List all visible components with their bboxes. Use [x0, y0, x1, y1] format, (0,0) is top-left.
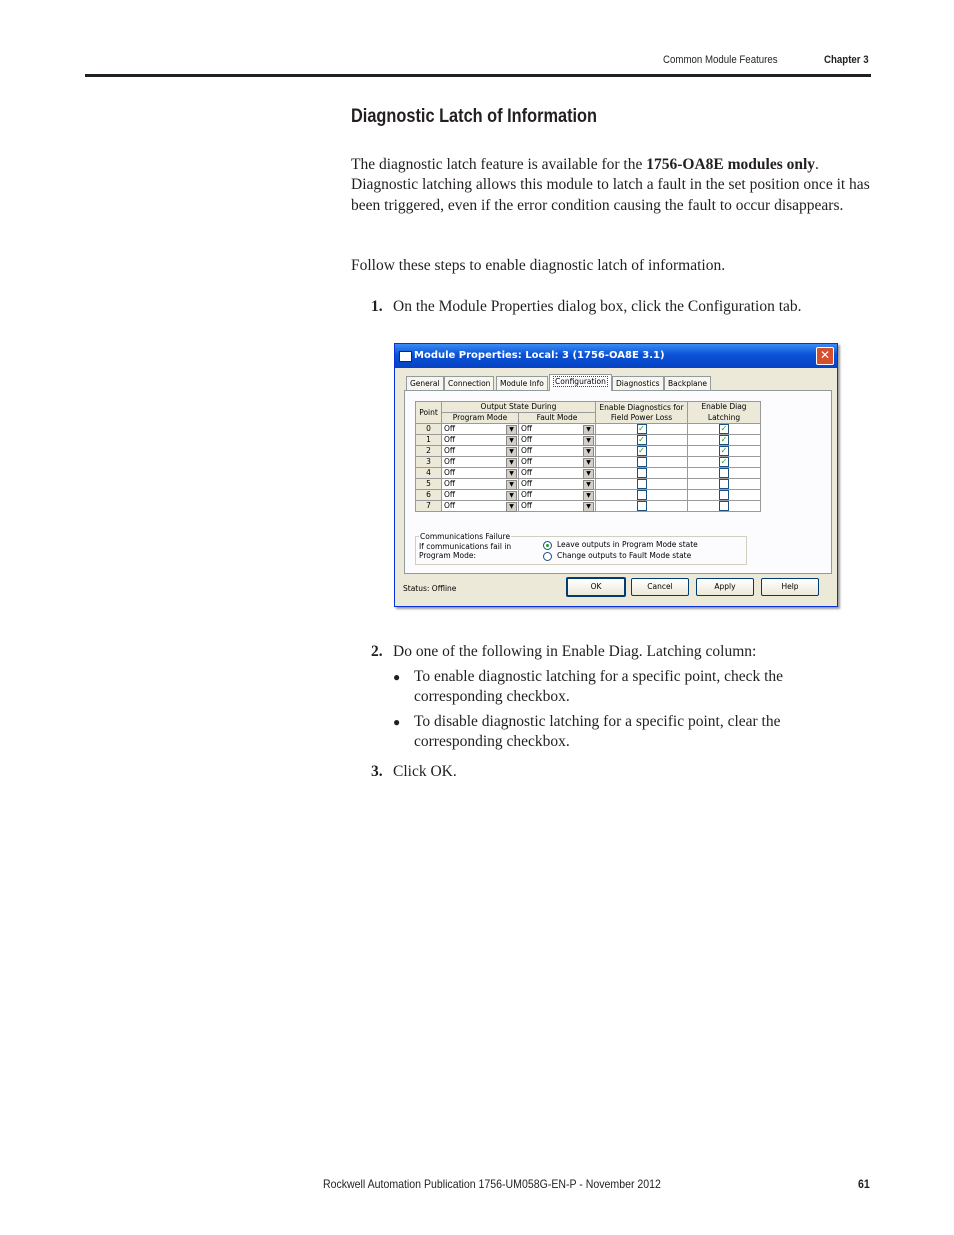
tab-configuration[interactable]: Configuration	[549, 374, 612, 391]
step-number: 1.	[371, 298, 383, 315]
status-text: Status: Offline	[403, 584, 457, 593]
diagnostics-checkbox[interactable]: ✓	[638, 446, 645, 455]
program-mode-select[interactable]: Off ▼	[442, 457, 519, 468]
point-header: Point	[416, 402, 442, 424]
output-state-header: Output State During	[442, 402, 596, 413]
diagnostics-checkbox[interactable]: ✓	[638, 424, 645, 433]
comm-text-line2: Program Mode:	[419, 551, 476, 560]
dropdown-arrow-icon[interactable]: ▼	[583, 480, 594, 490]
step-text: Click OK.	[393, 763, 457, 780]
dropdown-arrow-icon[interactable]: ▼	[506, 447, 517, 457]
dropdown-arrow-icon[interactable]: ▼	[506, 425, 517, 435]
dropdown-arrow-icon[interactable]: ▼	[583, 491, 594, 501]
ok-button[interactable]: OK	[566, 577, 626, 597]
table-row	[416, 435, 761, 446]
comm-text-line1: If communications fail in	[419, 542, 512, 551]
table-body	[416, 424, 761, 512]
point-number: 4	[416, 468, 442, 479]
bullet-text: To enable diagnostic latching for a specific point, check the corresponding checkbox.	[414, 668, 784, 706]
intro-paragraph: The diagnostic latch feature is available for the 1756-OA8E modules only. Diagnostic latching allows this module to latch a fault in the set position once it has been triggered, even if the error condition causing the fault to occur disappears.	[351, 156, 870, 214]
diagnostics-checkbox[interactable]	[637, 501, 647, 511]
help-button[interactable]: Help	[761, 578, 819, 596]
radio-selected-icon	[543, 541, 552, 550]
dropdown-arrow-icon[interactable]: ▼	[506, 469, 517, 479]
latching-checkbox[interactable]	[719, 501, 729, 511]
step-text: On the Module Properties dialog box, click the Configuration tab.	[393, 298, 802, 315]
dropdown-arrow-icon[interactable]: ▼	[583, 469, 594, 479]
running-header-chapter: Chapter 3	[824, 54, 869, 66]
dropdown-arrow-icon[interactable]: ▼	[583, 447, 594, 457]
tab-backplane[interactable]: Backplane	[664, 376, 711, 390]
follow-paragraph: Follow these steps to enable diagnostic latch of information.	[351, 257, 726, 274]
point-number: 7	[416, 501, 442, 512]
table-row	[416, 446, 761, 457]
page-number: 61	[858, 1177, 870, 1191]
bullet-text: To disable diagnostic latching for a specific point, clear the corresponding checkbox.	[414, 713, 781, 751]
dialog-title: Module Properties: Local: 3 (1756-OA8E 3.1)	[414, 350, 665, 361]
program-mode-select[interactable]: Off ▼	[442, 490, 519, 501]
dropdown-arrow-icon[interactable]: ▼	[583, 436, 594, 446]
dropdown-arrow-icon[interactable]: ▼	[506, 480, 517, 490]
dropdown-arrow-icon[interactable]: ▼	[583, 502, 594, 512]
fault-mode-select[interactable]: Off ▼	[519, 446, 596, 457]
running-header-section: Common Module Features	[663, 54, 778, 66]
table-row	[416, 490, 761, 501]
diagnostics-checkbox[interactable]	[637, 468, 647, 478]
table-row	[416, 457, 761, 468]
fault-mode-select[interactable]: Off ▼	[519, 490, 596, 501]
point-number: 5	[416, 479, 442, 490]
diagnostics-checkbox[interactable]	[637, 457, 647, 467]
footer-publication: Rockwell Automation Publication 1756-UM058G-EN-P - November 2012	[323, 1177, 661, 1191]
enable-diagnostics-header: Enable Diagnostics for Field Power Loss	[596, 402, 688, 424]
tab-general[interactable]: General	[406, 376, 444, 390]
fault-mode-select[interactable]: Off ▼	[519, 468, 596, 479]
step-text: Do one of the following in Enable Diag. Latching column:	[393, 643, 757, 660]
diagnostics-checkbox[interactable]	[637, 490, 647, 500]
fault-mode-select[interactable]: Off ▼	[519, 479, 596, 490]
intro-bold: 1756-OA8E modules only	[646, 156, 816, 173]
program-mode-header: Program Mode	[442, 413, 519, 424]
table-row	[416, 479, 761, 490]
tab-connection[interactable]: Connection	[444, 376, 494, 390]
latching-checkbox[interactable]: ✓	[720, 457, 728, 466]
comm-group-label: Communications Failure	[420, 532, 511, 541]
latching-checkbox[interactable]	[719, 468, 729, 478]
close-icon[interactable]: ✕	[816, 347, 834, 365]
point-number: 3	[416, 457, 442, 468]
dropdown-arrow-icon[interactable]: ▼	[506, 458, 517, 468]
program-mode-select[interactable]: Off ▼	[442, 479, 519, 490]
point-configuration-table	[415, 401, 761, 512]
dropdown-arrow-icon[interactable]: ▼	[506, 502, 517, 512]
latching-checkbox[interactable]: ✓	[720, 424, 728, 433]
dropdown-arrow-icon[interactable]: ▼	[583, 458, 594, 468]
program-mode-select[interactable]: Off ▼	[442, 501, 519, 512]
radio-change-outputs[interactable]: Change outputs to Fault Mode state	[543, 551, 691, 561]
radio-leave-outputs[interactable]: Leave outputs in Program Mode state	[543, 540, 698, 550]
latching-checkbox[interactable]	[719, 479, 729, 489]
dropdown-arrow-icon[interactable]: ▼	[583, 425, 594, 435]
latching-checkbox[interactable]	[719, 490, 729, 500]
tab-diagnostics[interactable]: Diagnostics	[612, 376, 664, 390]
enable-latch-header: Enable Diag	[688, 402, 761, 413]
apply-button[interactable]: Apply	[696, 578, 754, 596]
bullet-dot: ●	[393, 670, 401, 684]
module-icon	[399, 351, 412, 362]
latching-checkbox[interactable]: ✓	[720, 435, 728, 444]
program-mode-select[interactable]: Off ▼	[442, 446, 519, 457]
latching-checkbox[interactable]: ✓	[720, 446, 728, 455]
dropdown-arrow-icon[interactable]: ▼	[506, 436, 517, 446]
latching-header: Latching	[688, 413, 761, 424]
fault-mode-select[interactable]: Off ▼	[519, 424, 596, 435]
bullet-dot: ●	[393, 715, 401, 729]
section-heading: Diagnostic Latch of Information	[351, 106, 598, 127]
diagnostics-checkbox[interactable]: ✓	[638, 435, 645, 444]
cancel-button[interactable]: Cancel	[631, 578, 689, 596]
step-number: 3.	[371, 763, 383, 780]
header-rule	[85, 74, 871, 77]
tab-module-info[interactable]: Module Info	[496, 376, 548, 390]
program-mode-select[interactable]: Off ▼	[442, 435, 519, 446]
module-properties-dialog	[394, 343, 838, 607]
table-row	[416, 501, 761, 512]
point-number: 6	[416, 490, 442, 501]
communications-failure-group	[415, 532, 747, 565]
table-row	[416, 468, 761, 479]
radio-unselected-icon	[543, 552, 552, 561]
table-row	[416, 424, 761, 435]
fault-mode-select[interactable]: Off ▼	[519, 457, 596, 468]
fault-mode-select[interactable]: Off ▼	[519, 501, 596, 512]
step-number: 2.	[371, 643, 383, 660]
fault-mode-header: Fault Mode	[519, 413, 596, 424]
point-number: 2	[416, 446, 442, 457]
dialog-title-bar	[395, 344, 837, 368]
fault-mode-select[interactable]: Off ▼	[519, 435, 596, 446]
program-mode-select[interactable]: Off ▼	[442, 468, 519, 479]
dropdown-arrow-icon[interactable]: ▼	[506, 491, 517, 501]
program-mode-select[interactable]: Off ▼	[442, 424, 519, 435]
point-number: 0	[416, 424, 442, 435]
point-number: 1	[416, 435, 442, 446]
diagnostics-checkbox[interactable]	[637, 479, 647, 489]
